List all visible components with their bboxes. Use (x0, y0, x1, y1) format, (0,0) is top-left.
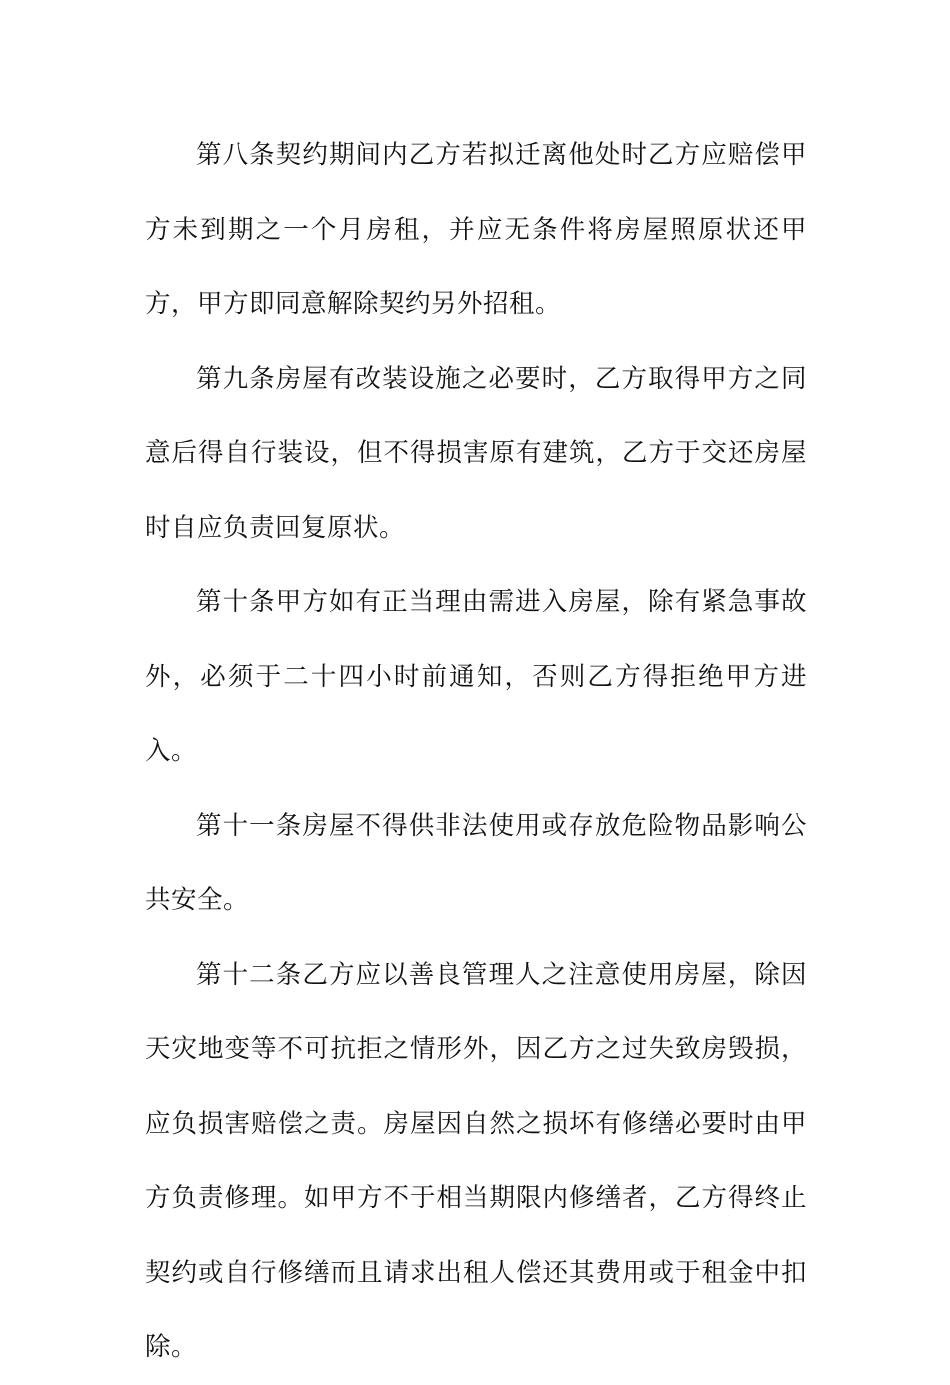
clause-12-paragraph: 第十二条乙方应以善良管理人之注意使用房屋，除因天灾地变等不可抗拒之情形外，因乙方之过失致房毁损，应负损害赔偿之责。房屋因自然之损坏有修缮必要时由甲方负责修理。如甲方不于相当期限内修缮者，乙方得终止契约或自行修缮而且请求出租人偿还其费用或于租金中扣除。 (145, 959, 807, 1362)
clause-8-paragraph: 第八条契约期间内乙方若拟迁离他处时乙方应赔偿甲方未到期之一个月房租，并应无条件将房屋照原状还甲方，甲方即同意解除契约另外招租。 (145, 140, 807, 319)
clause-9-paragraph: 第九条房屋有改装设施之必要时，乙方取得甲方之同意后得自行装设，但不得损害原有建筑，乙方于交还房屋时自应负责回复原状。 (145, 363, 807, 543)
document-body (145, 118, 807, 1385)
clause-11-paragraph: 第十一条房屋不得供非法使用或存放危险物品影响公共安全。 (145, 810, 807, 915)
clause-10-paragraph: 第十条甲方如有正当理由需进入房屋，除有紧急事故外，必须于二十四小时前通知，否则乙方得拒绝甲方进入。 (145, 587, 807, 766)
